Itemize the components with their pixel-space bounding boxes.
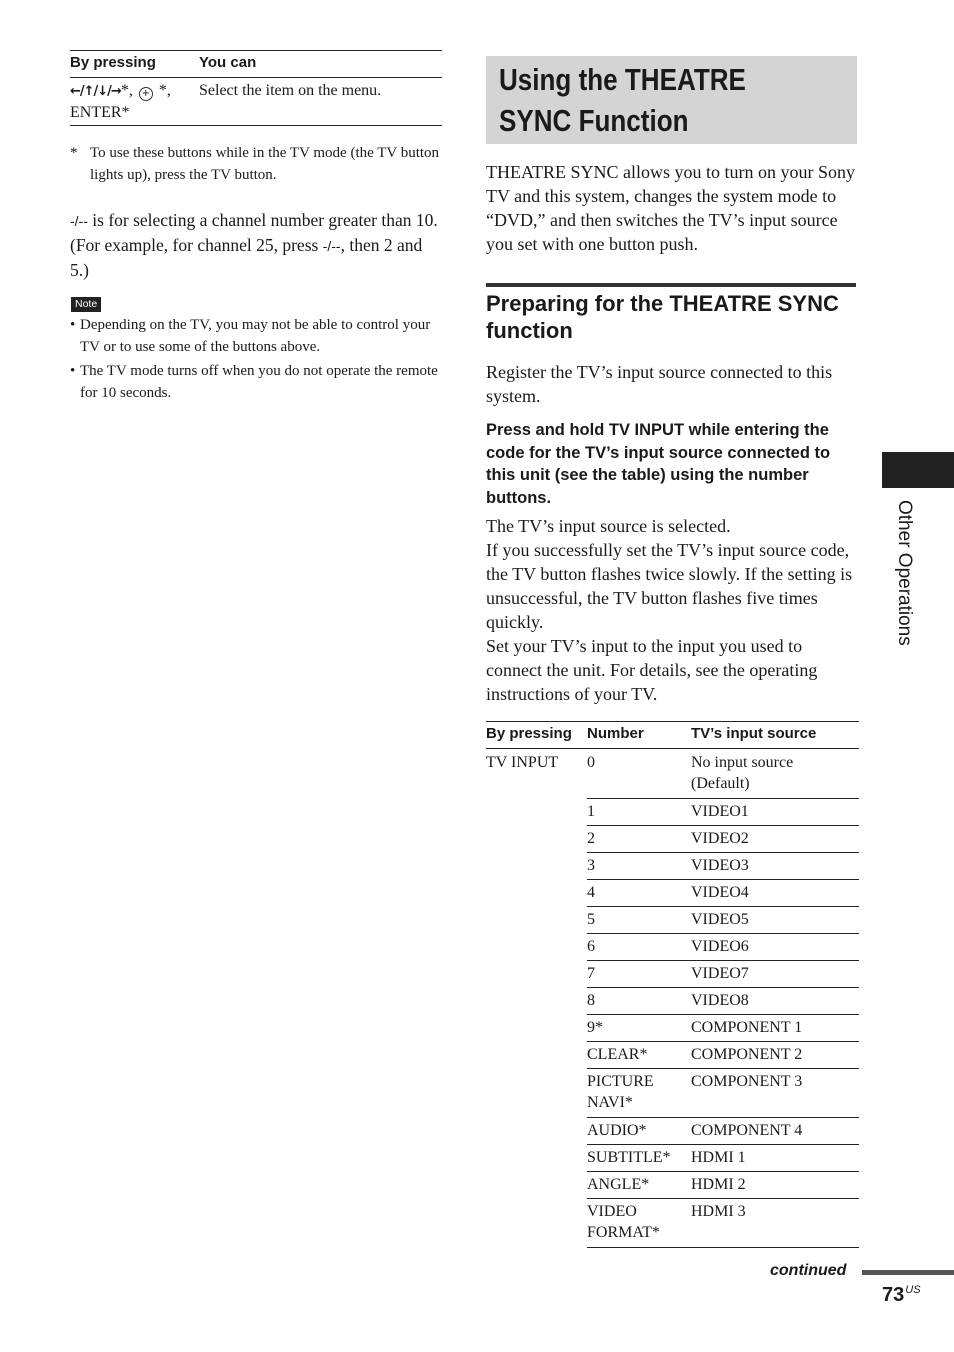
- step-instruction: Press and hold TV INPUT while entering the code for the TV’s input source connected to this unit (see the table) using the number buttons.: [486, 421, 831, 507]
- header-by-pressing: By pressing: [486, 725, 572, 742]
- side-tab-label: Other Operations: [894, 500, 915, 646]
- source-cell: VIDEO2: [691, 830, 749, 847]
- row-action: Select the item on the menu.: [199, 82, 382, 99]
- header-by-pressing: By pressing: [70, 54, 156, 71]
- enter-circle-icon: +: [139, 87, 153, 101]
- note-badge: Note: [71, 297, 101, 312]
- description: The TV’s input source is selected. If you successfully set the TV’s input source code, the TV button flashes twice slowly. If the setting is unsuccessful, the TV button flashes five times quickly. Set your TV’s input to the input you used to connect the unit. For details, see the operating instructions of your TV.: [486, 516, 853, 704]
- enter-label: ENTER*: [70, 104, 130, 121]
- number-cell: PICTURE NAVI*: [587, 1073, 654, 1111]
- row-rule: [587, 1144, 859, 1145]
- header-number: Number: [587, 725, 644, 742]
- row-rule: [587, 1041, 859, 1042]
- number-cell: SUBTITLE*: [587, 1149, 671, 1166]
- number-cell: 6: [587, 938, 595, 955]
- source-cell: HDMI 1: [691, 1149, 746, 1166]
- source-cell: HDMI 3: [691, 1203, 746, 1220]
- arrow-keys-icon: ←/↑/↓/→: [70, 84, 121, 99]
- note-list: [70, 314, 442, 406]
- left-table-header: [70, 54, 442, 76]
- source-cell: VIDEO5: [691, 911, 749, 928]
- channel-paragraph: -/-- is for selecting a channel number greater than 10. (For example, for channel 25, press -/--, then 2 and 5.): [70, 210, 438, 280]
- source-cell: HDMI 2: [691, 1176, 746, 1193]
- number-cell: 9*: [587, 1019, 603, 1036]
- left-table-top-rule: [70, 50, 442, 51]
- source-cell: VIDEO1: [691, 803, 749, 820]
- number-cell: 8: [587, 992, 595, 1009]
- source-cell: COMPONENT 4: [691, 1122, 803, 1139]
- number-cell: 5: [587, 911, 595, 928]
- row-rule: [587, 1117, 859, 1118]
- row-rule: [587, 1068, 859, 1069]
- row-rule: [587, 852, 859, 853]
- number-cell: 2: [587, 830, 595, 847]
- header-input-source: TV’s input source: [691, 725, 817, 742]
- continued-bar: [862, 1270, 954, 1275]
- number-cell: ANGLE*: [587, 1176, 650, 1193]
- row-rule: [587, 987, 859, 988]
- page-number: $73^{US}$: [882, 1284, 921, 1306]
- source-cell: No input source (Default): [691, 754, 794, 792]
- row-rule: [587, 1247, 859, 1248]
- source-cell: COMPONENT 3: [691, 1073, 803, 1090]
- number-cell: AUDIO*: [587, 1122, 647, 1139]
- register-paragraph: Register the TV’s input source connected to this system.: [486, 362, 833, 406]
- page-title: Using the THEATRE SYNC Function: [499, 62, 746, 138]
- section-rule: [486, 283, 856, 287]
- row-rule: [587, 879, 859, 880]
- note-item: • The TV mode turns off when you do not operate the remote for 10 seconds.: [70, 363, 438, 401]
- number-cell: CLEAR*: [587, 1046, 648, 1063]
- number-cell: 4: [587, 884, 595, 901]
- source-cell: VIDEO3: [691, 857, 749, 874]
- source-cell: VIDEO4: [691, 884, 749, 901]
- row-rule: [587, 825, 859, 826]
- table-top-rule: [486, 721, 859, 722]
- number-cell: 3: [587, 857, 595, 874]
- number-cell: 1: [587, 803, 595, 820]
- dash-button-icon: -/--: [70, 213, 88, 229]
- source-cell: COMPONENT 1: [691, 1019, 803, 1036]
- continued-label: continued: [770, 1262, 847, 1279]
- source-cell: VIDEO7: [691, 965, 749, 982]
- row-rule: [587, 1198, 859, 1199]
- side-tab-marker: [882, 452, 954, 488]
- number-cell: 7: [587, 965, 595, 982]
- row-rule: [587, 1014, 859, 1015]
- number-cell: 0: [587, 754, 595, 771]
- footnote: * To use these buttons while in the TV mode (the TV button lights up), press the TV button.: [70, 145, 440, 183]
- row-rule: [587, 1171, 859, 1172]
- number-cell: VIDEO FORMAT*: [587, 1203, 660, 1241]
- left-table-bottom-rule: [70, 125, 442, 126]
- table-header-rule: [486, 748, 859, 749]
- row-rule: [587, 798, 859, 799]
- dash-button-icon: -/--: [322, 238, 341, 254]
- source-cell: COMPONENT 2: [691, 1046, 803, 1063]
- section-heading: Preparing for the THEATRE SYNC function: [486, 291, 839, 343]
- pressing-cell: TV INPUT: [486, 754, 559, 771]
- row-rule: [587, 960, 859, 961]
- source-cell: VIDEO6: [691, 938, 749, 955]
- title-box: [486, 56, 857, 144]
- header-you-can: You can: [199, 54, 257, 71]
- intro-paragraph: THEATRE SYNC allows you to turn on your Sony TV and this system, changes the system mode to “DVD,” and then switches the TV’s input source you set with one button push.: [486, 162, 855, 254]
- row-rule: [587, 906, 859, 907]
- source-cell: VIDEO8: [691, 992, 749, 1009]
- row-rule: [587, 933, 859, 934]
- note-item: • Depending on the TV, you may not be able to control your TV or to use some of the buttons above.: [70, 317, 431, 355]
- row-buttons: ←/↑/↓/→*, + *, ENTER*: [70, 82, 171, 121]
- left-table-header-rule: [70, 77, 442, 78]
